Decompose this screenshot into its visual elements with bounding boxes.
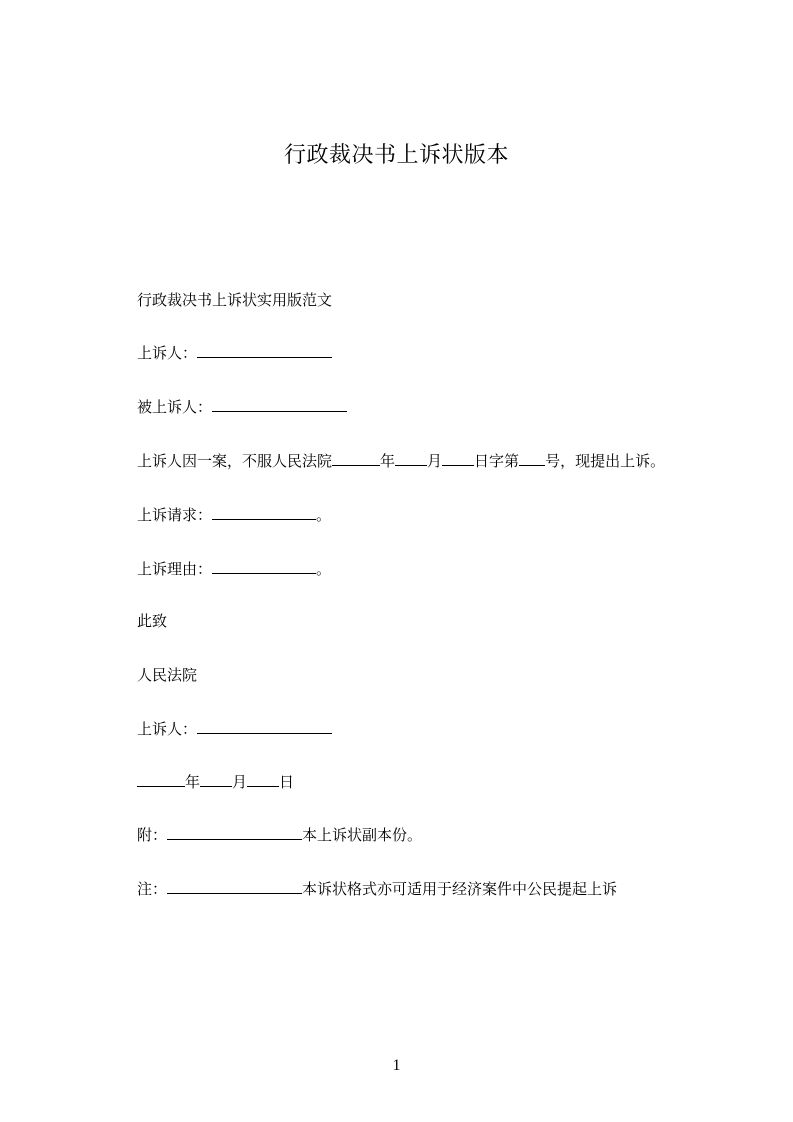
date-day-label: 日 (279, 773, 295, 791)
appellant-line (137, 342, 332, 364)
appellant-blank (197, 343, 332, 358)
date-year-label: 年 (185, 773, 201, 791)
case-year-label: 年 (380, 452, 396, 470)
attachment-label: 附： (137, 826, 168, 844)
case-suffix: 号，现提出上诉。 (545, 452, 666, 470)
request-blank (212, 505, 316, 520)
appellee-blank (212, 397, 347, 412)
document-subtitle: 行政裁决书上诉状实用版范文 (137, 291, 333, 309)
reason-blank (212, 559, 316, 574)
case-line (137, 450, 665, 472)
appellant-label: 上诉人： (137, 344, 198, 362)
case-number-blank (519, 451, 545, 466)
note-blank (167, 879, 302, 894)
case-day-label: 日字第 (474, 452, 520, 470)
date-day-blank (247, 772, 279, 787)
request-line (137, 504, 331, 526)
case-prefix: 上诉人因一案，不服人民法院 (137, 452, 333, 470)
case-year-blank (332, 451, 380, 466)
note-text: 本诉状格式亦可适用于经济案件中公民提起上诉 (302, 880, 618, 898)
appellant-sign-label: 上诉人： (137, 720, 198, 738)
attachment-line (137, 824, 422, 846)
case-month-blank (395, 451, 427, 466)
reason-line (137, 558, 331, 580)
date-month-blank (200, 772, 232, 787)
date-month-label: 月 (232, 773, 248, 791)
note-label: 注： (137, 880, 168, 898)
greeting: 此致 (137, 612, 168, 630)
document-title: 行政裁决书上诉状版本 (283, 143, 509, 168)
attachment-blank (167, 825, 302, 840)
appellant-sign-blank (197, 719, 332, 734)
reason-label: 上诉理由： (137, 560, 213, 578)
appellee-label: 被上诉人： (137, 398, 213, 416)
appellee-line (137, 396, 347, 418)
case-month-label: 月 (427, 452, 443, 470)
date-line (137, 771, 294, 793)
request-period: 。 (316, 506, 332, 524)
case-day-blank (442, 451, 474, 466)
page-number: 1 (392, 1057, 401, 1074)
date-year-blank (137, 772, 185, 787)
note-line (137, 878, 617, 900)
court-name: 人民法院 (137, 666, 198, 684)
attachment-text: 本上诉状副本份。 (302, 826, 423, 844)
appellant-sign-line (137, 718, 332, 740)
request-label: 上诉请求： (137, 506, 213, 524)
reason-period: 。 (316, 560, 332, 578)
